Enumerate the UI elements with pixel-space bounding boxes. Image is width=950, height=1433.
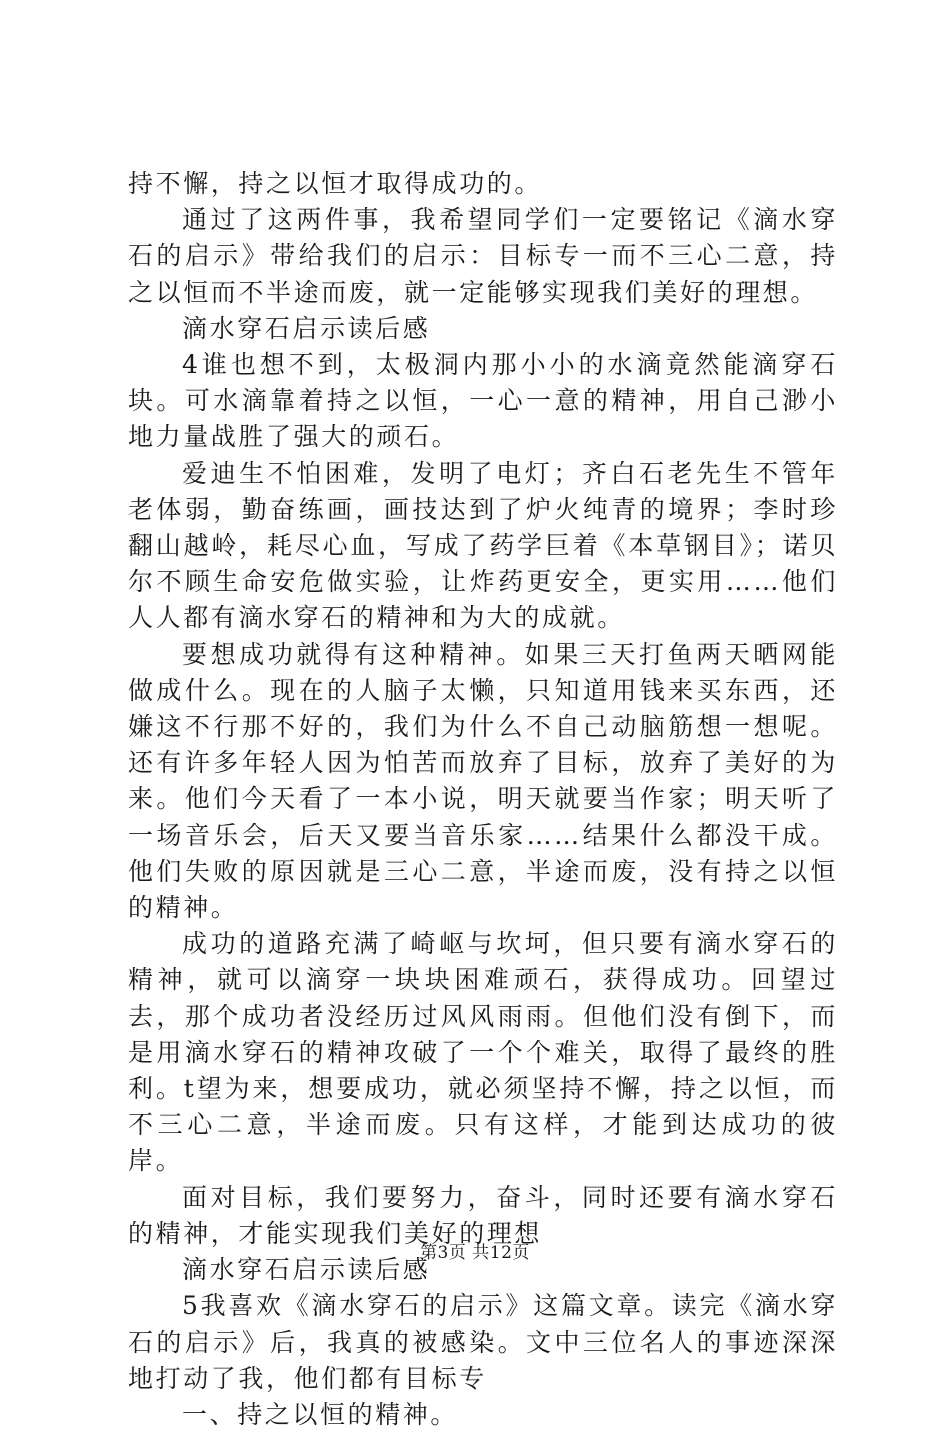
paragraph: 要想成功就得有这种精神。如果三天打鱼两天晒网能做成什么。现在的人脑子太懒，只知道用钱来买东西，还嫌这不行那不好的，我们为什么不自己动脑筋想一想呢。还有许多年轻人因为怕苦而放弃了目标，放弃了美好的为来。他们今天看了一本小说，明天就要当作家；明天听了一场音乐会，后天又要当音乐家……结果什么都没干成。他们失败的原因就是三心二意，半途而废，没有持之以恒的精神。: [128, 639, 838, 923]
section-heading: 滴水穿石启示读后感: [182, 313, 431, 343]
paragraph: 通过了这两件事，我希望同学们一定要铭记《滴水穿石的启示》带给我们的启示：目标专一而不三心二意，持之以恒而不半途而废，就一定能够实现我们美好的理想。: [128, 205, 838, 307]
paragraph: 面对目标，我们要努力，奋斗，同时还要有滴水穿石的精神，才能实现我们美好的理想: [128, 1182, 838, 1248]
paragraph: 持不懈，持之以恒才取得成功的。: [128, 169, 543, 198]
page-number-footer: 第3页 共12页: [420, 1243, 530, 1263]
paragraph: 5我喜欢《滴水穿石的启示》这篇文章。读完《滴水穿石的启示》后，我真的被感染。文中三位名人的事迹深深地打动了我，他们都有目标专: [128, 1291, 838, 1393]
paragraph: 成功的道路充满了崎岖与坎坷，但只要有滴水穿石的精神，就可以滴穿一块块困难顽石，获得成功。回望过去，那个成功者没经历过风风雨雨。但他们没有倒下，而是用滴水穿石的精神攻破了一个个难关，取得了最终的胜利。t望为来，想要成功，就必须坚持不懈，持之以恒，而不三心二意，半途而废。只有这样，才能到达成功的彼岸。: [128, 929, 838, 1176]
section-heading: 滴水穿石启示读后感: [182, 1255, 431, 1285]
paragraph: 4谁也想不到，太极洞内那小小的水滴竟然能滴穿石块。可水滴靠着持之以恒，一心一意的精神，用自己渺小地力量战胜了强大的顽石。: [128, 350, 838, 452]
paragraph: 一、持之以恒的精神。: [182, 1399, 459, 1429]
paragraph: 爱迪生不怕困难，发明了电灯；齐白石老先生不管年老体弱，勤奋练画，画技达到了炉火纯青的境界；李时珍翻山越岭，耗尽心血，写成了药学巨着《本草钢目》；诺贝尔不顾生命安危做实验，让炸药更安全，更实用……他们人人都有滴水穿石的精神和为大的成就。: [128, 458, 838, 633]
